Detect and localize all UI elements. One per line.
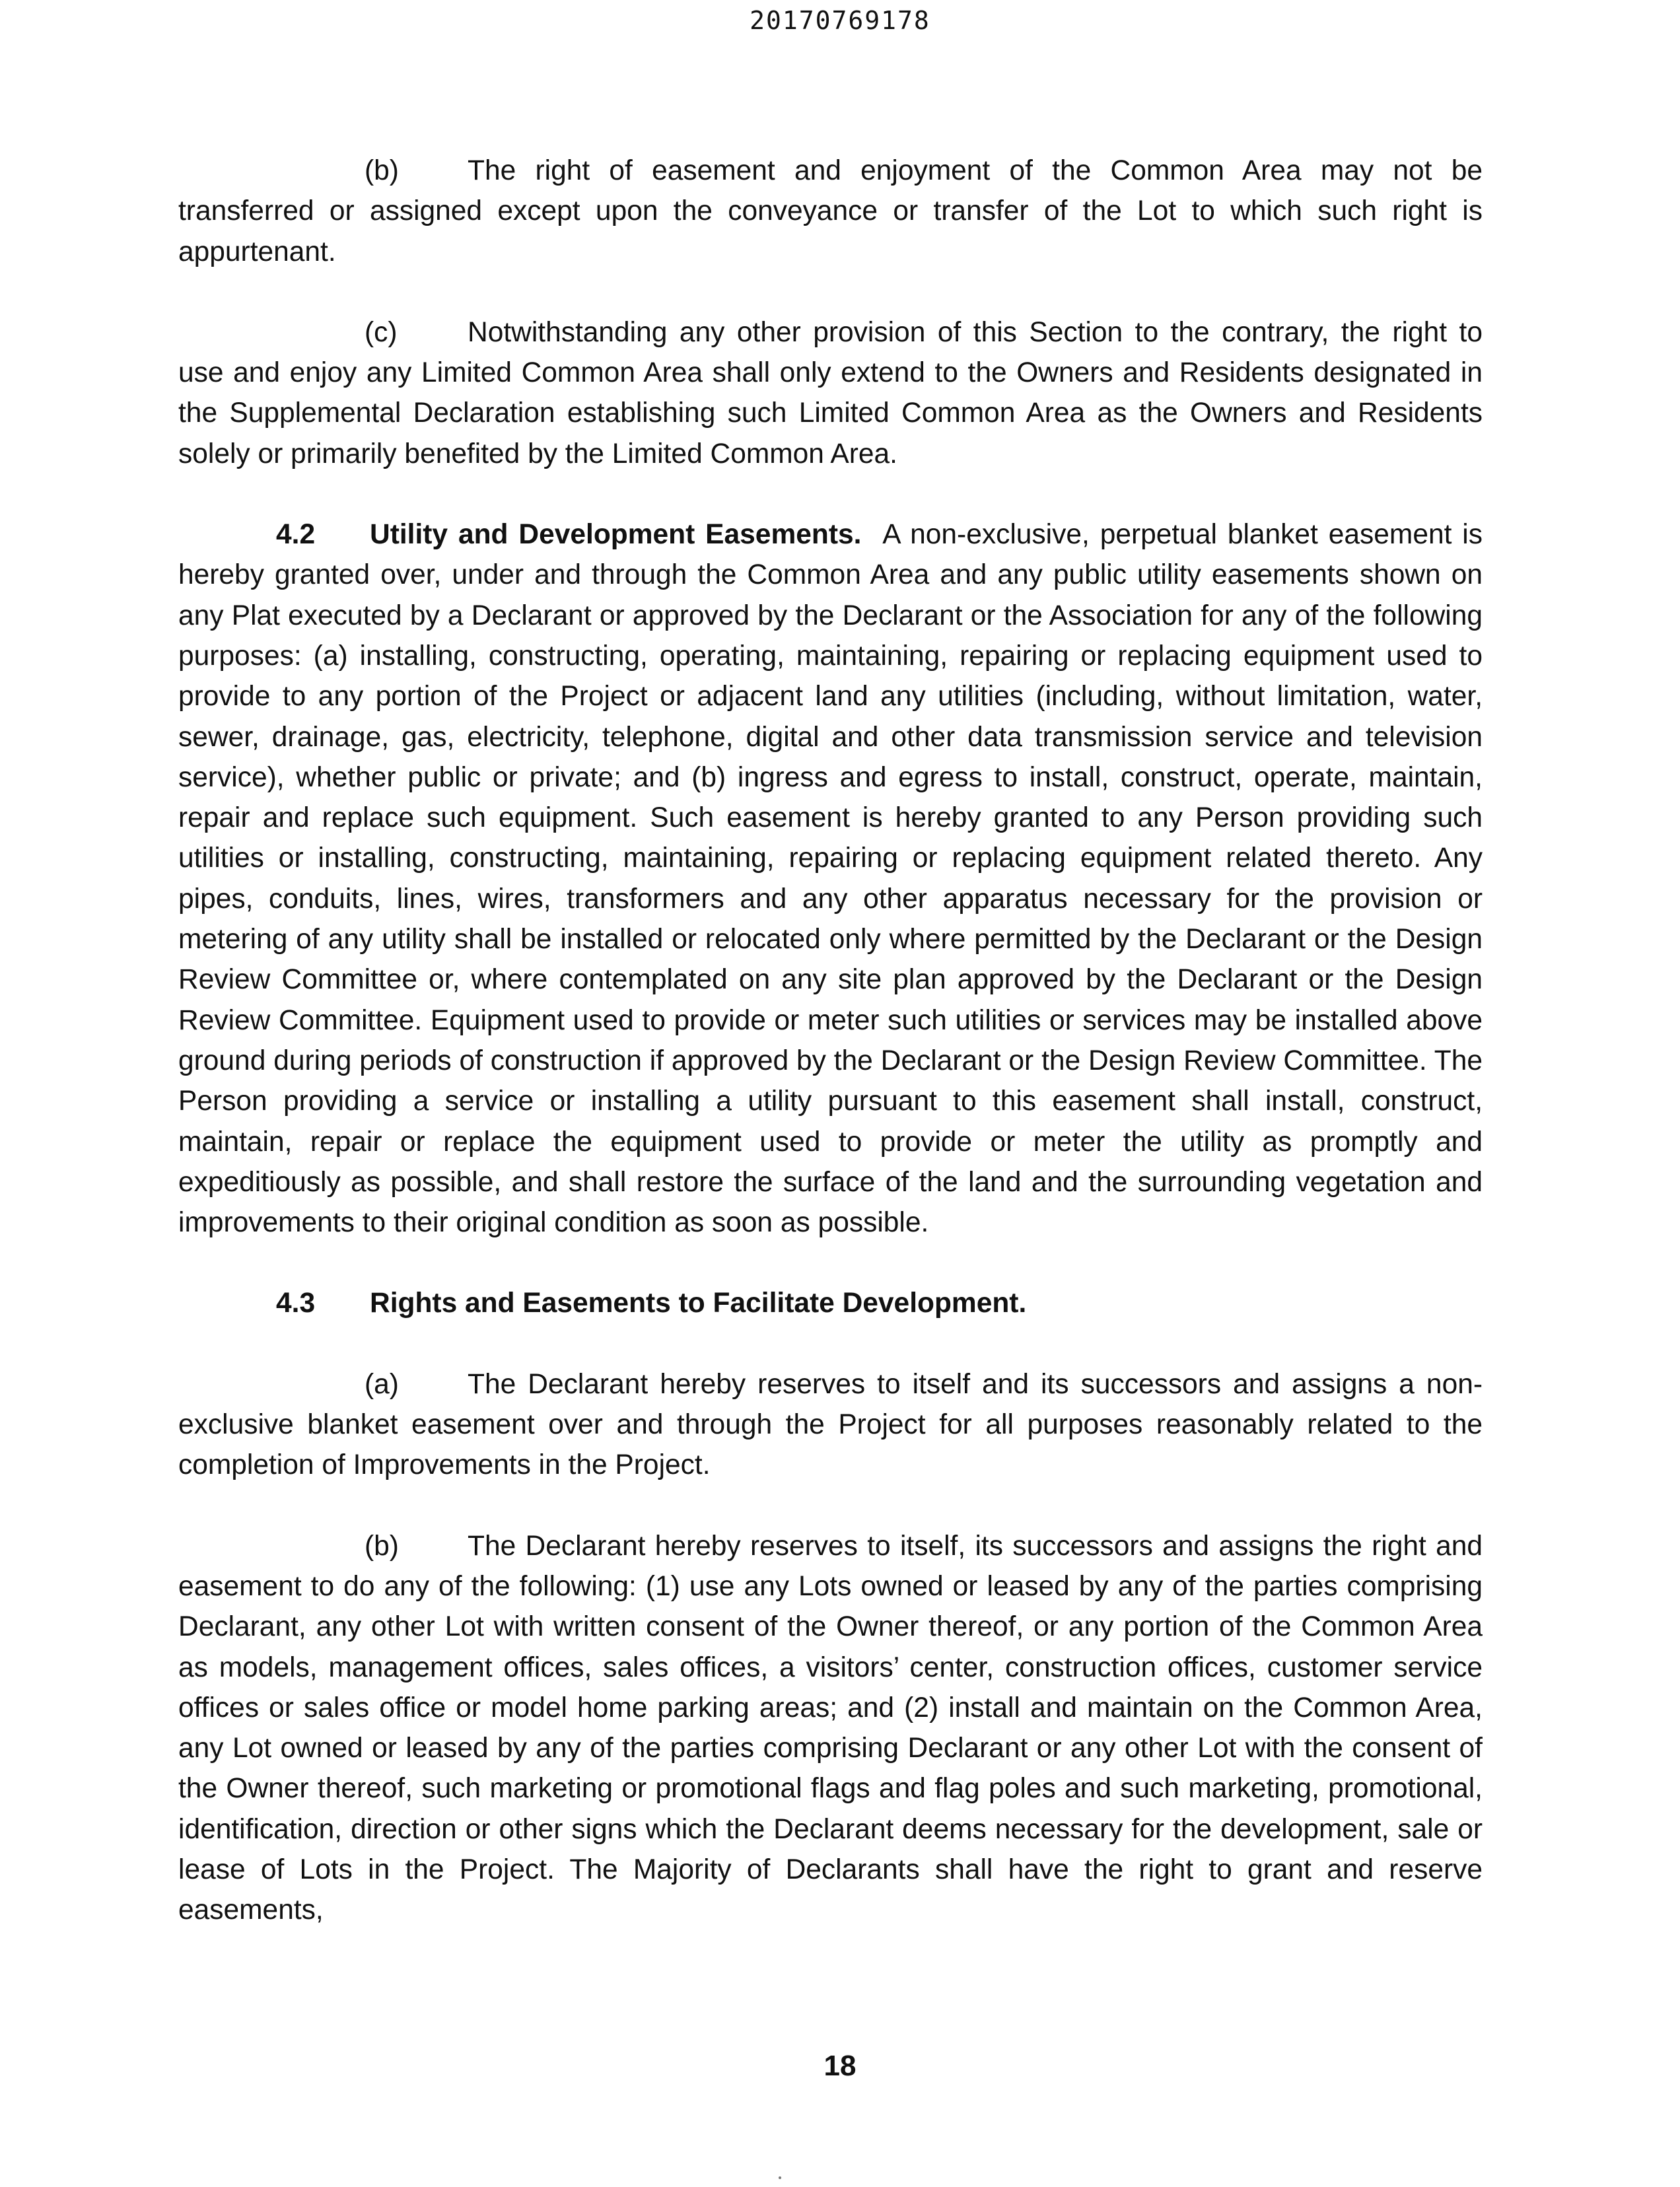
section-heading: Rights and Easements to Facilitate Development. bbox=[370, 1288, 1027, 1319]
document-number: 20170769178 bbox=[750, 6, 930, 35]
section-text: A non-exclusive, perpetual blanket easement is hereby granted over, under and through the Common Area and any public utility easements shown on any Plat executed by a Declarant or approved by the Declarant or the Association for any of the following purposes: (a) installing, constructing, operating, maintaining, repairing or replacing equipment used to provide to any portion of the Project or adjacent land any utilities (including, without limitation, water, sewer, drainage, gas, electricity, telephone, digital and other data transmission service and television service), whether public or private; and (b) ingress and egress to install, construct, operate, maintain, repair and replace such equipment. Such easement is hereby granted to any Person providing such utilities or installing, constructing, maintaining, repairing or replacing equipment related thereto. Any pipes, conduits, lines, wires, transformers and any other apparatus necessary for the provision or metering of any utility shall be installed or relocated only where permitted by the Declarant or the Design Review Committee or, where contemplated on any site plan approved by the Declarant or the Design Review Committee. Equipment used to provide or meter such utilities or services may be installed above ground during periods of construction if approved by the Declarant or the Design Review Committee. The Person providing a service or installing a utility pursuant to this easement shall install, construct, maintain, repair or replace the equipment used to provide or meter the utility as promptly and expeditiously as possible, and shall restore the surface of the land and the surrounding vegetation and improvements to their original condition as soon as possible. bbox=[178, 519, 1483, 1239]
section-number: 4.2 bbox=[276, 519, 316, 551]
section-4-2 bbox=[178, 514, 1483, 1243]
section-heading: Utility and Development Easements. bbox=[370, 519, 862, 551]
paragraph-a-blanket-easement bbox=[178, 1364, 1483, 1486]
paragraph-text: The Declarant hereby reserves to itself, its successors and assigns the right and easement to do any of the following: (1) use any Lots owned or leased by any of the parties comprising Declarant, any other Lot with written consent of the Owner thereof, or any portion of the Common Area as models, management offices, sales offices, a visitors’ center, construction offices, customer service offices or sales office or model home parking areas; and (2) install and maintain on the Common Area, any Lot owned or leased by any of the parties comprising Declarant or any other Lot with the consent of the Owner thereof, such marketing or promotional flags and flag poles and such marketing, promotional, identification, direction or other signs which the Declarant deems necessary for the development, sale or lease of Lots in the Project. The Majority of Declarants shall have the right to grant and reserve easements, bbox=[178, 1530, 1483, 1926]
paragraph-text: Notwithstanding any other provision of this Section to the contrary, the right to use and enjoy any Limited Common Area shall only extend to the Owners and Residents designated in the Supplemental Declaration establishing such Limited Common Area as the Owners and Residents solely or primarily benefited by the Limited Common Area. bbox=[178, 316, 1483, 469]
paragraph-marker: (c) bbox=[365, 316, 398, 348]
section-number: 4.3 bbox=[276, 1288, 316, 1319]
paragraph-text: The Declarant hereby reserves to itself and its successors and assigns a non-exclusive blanket easement over and through the Project for all purposes reasonably related to the completion of Improvements in the Project. bbox=[178, 1368, 1483, 1481]
paragraph-c-limited-common-area bbox=[178, 312, 1483, 474]
scan-artifact-dot bbox=[779, 2176, 781, 2179]
page-body bbox=[178, 151, 1483, 1971]
paragraph-b-marketing-rights bbox=[178, 1526, 1483, 1931]
paragraph-b-transfer bbox=[178, 151, 1483, 272]
paragraph-text: The right of easement and enjoyment of the Common Area may not be transferred or assigned except upon the conveyance or transfer of the Lot to which such right is appurtenant. bbox=[178, 155, 1483, 267]
paragraph-marker: (b) bbox=[365, 155, 399, 186]
paragraph-marker: (a) bbox=[365, 1368, 399, 1400]
paragraph-marker: (b) bbox=[365, 1530, 399, 1562]
section-4-3 bbox=[178, 1283, 1483, 1323]
page-number: 18 bbox=[823, 2050, 857, 2082]
